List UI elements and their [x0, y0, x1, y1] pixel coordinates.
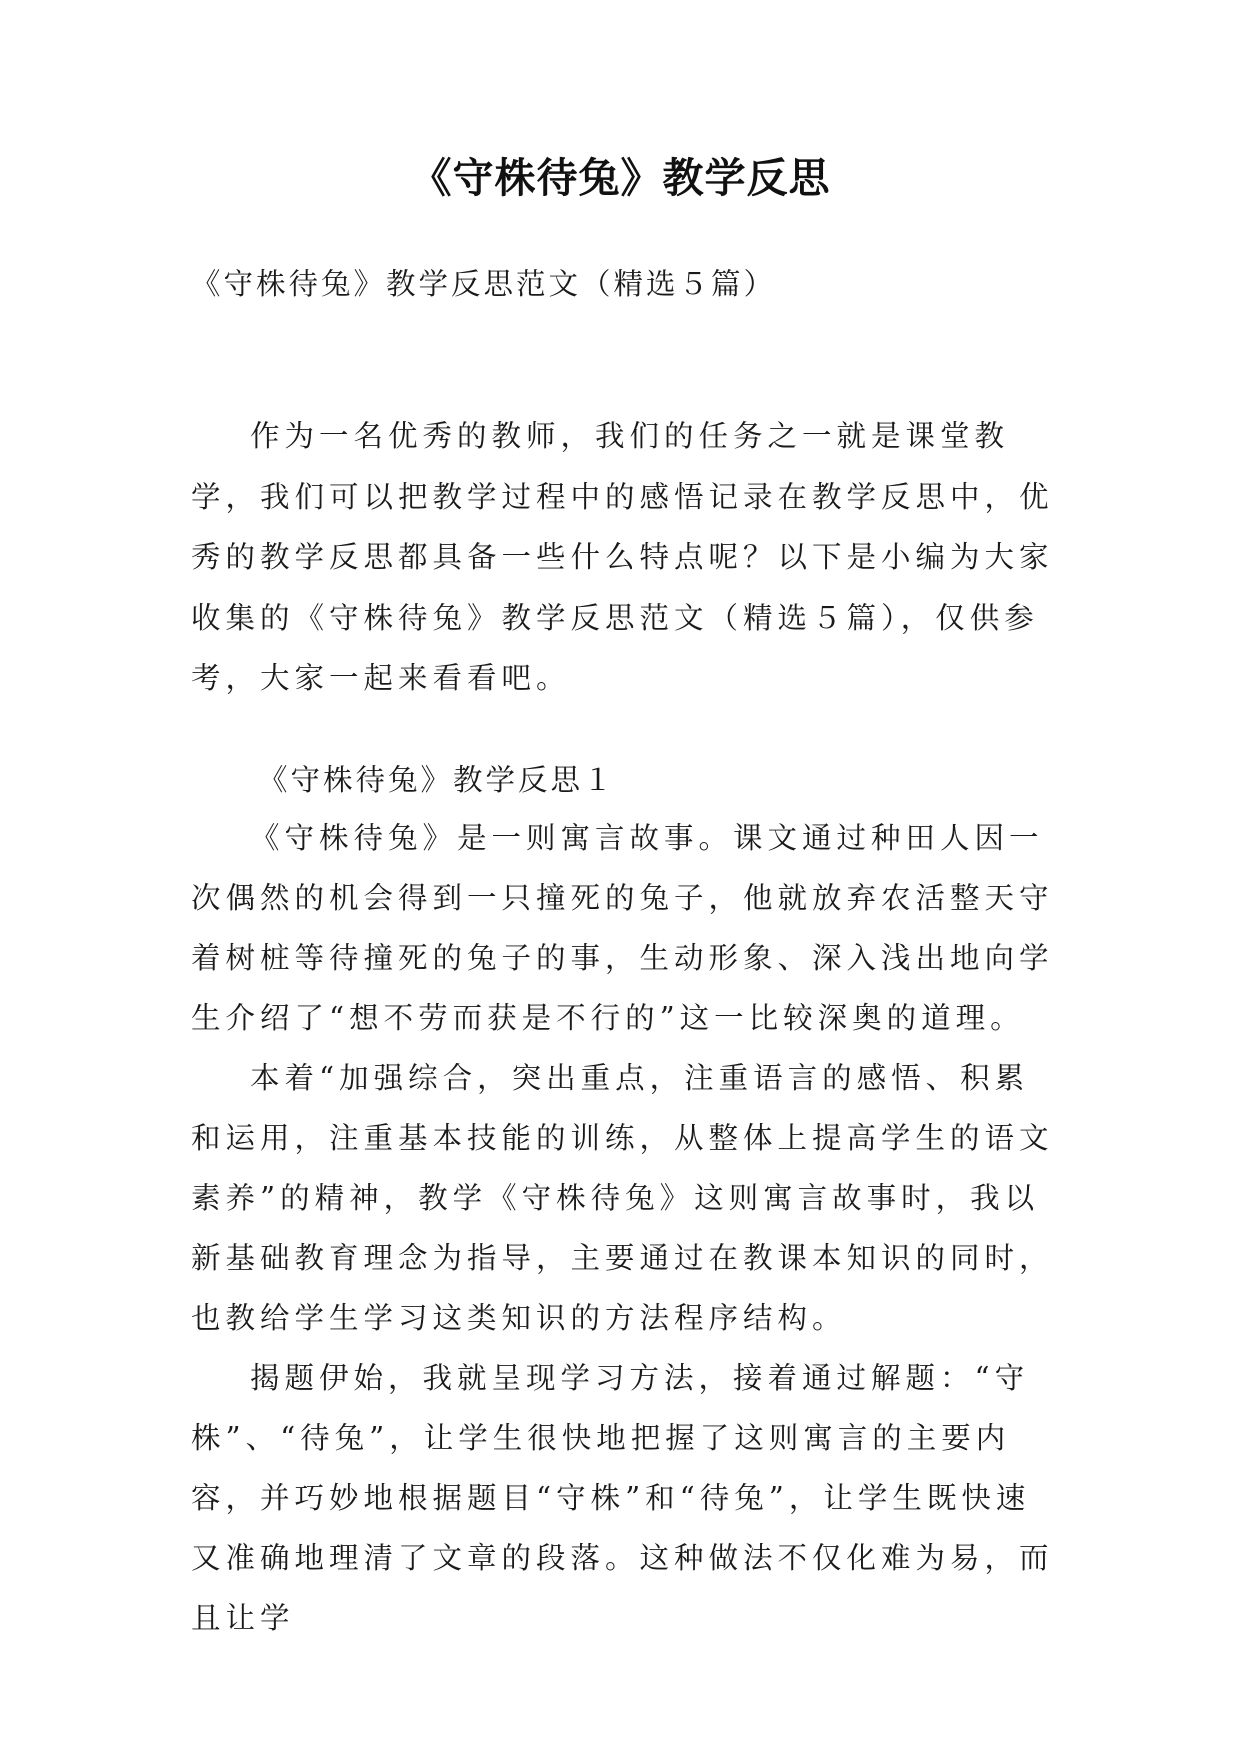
paragraph: 本着“加强综合，突出重点，注重语言的感悟、积累和运用，注重基本技能的训练，从整体上提高学生的语文素养”的精神，教学《守株待兔》这则寓言故事时，我以新基础教育理念为指导，主要通过在教课本知识的同时，也教给学生学习这类知识的方法程序结构。: [191, 1061, 1054, 1335]
document-title: 《守株待兔》教学反思: [410, 154, 831, 202]
intro-text: 作为一名优秀的教师，我们的任务之一就是课堂教学，我们可以把教学过程中的感悟记录在教学反思中，优秀的教学反思都具备一些什么特点呢？以下是小编为大家收集的《守株待兔》教学反思范文（精选５篇），仅供参考，大家一起来看看吧。: [191, 419, 1054, 695]
paragraph: 《守株待兔》是一则寓言故事。课文通过种田人因一次偶然的机会得到一只撞死的兔子，他就放弃农活整天守着树桩等待撞死的兔子的事，生动形象、深入浅出地向学生介绍了“想不劳而获是不行的”这一比较深奥的道理。: [191, 821, 1054, 1035]
section-heading: 《守株待兔》教学反思１: [258, 763, 616, 797]
paragraph: 揭题伊始，我就呈现学习方法，接着通过解题：“守株”、“待兔”，让学生很快地把握了这则寓言的主要内容，并巧妙地根据题目“守株”和“待兔”，让学生既快速又准确地理清了文章的段落。这种做法不仅化难为易，而且让学: [191, 1361, 1054, 1635]
intro-paragraph: [191, 406, 1061, 709]
document-subtitle: 《守株待兔》教学反思范文（精选５篇）: [191, 267, 777, 301]
essay-body: [191, 808, 1061, 1648]
